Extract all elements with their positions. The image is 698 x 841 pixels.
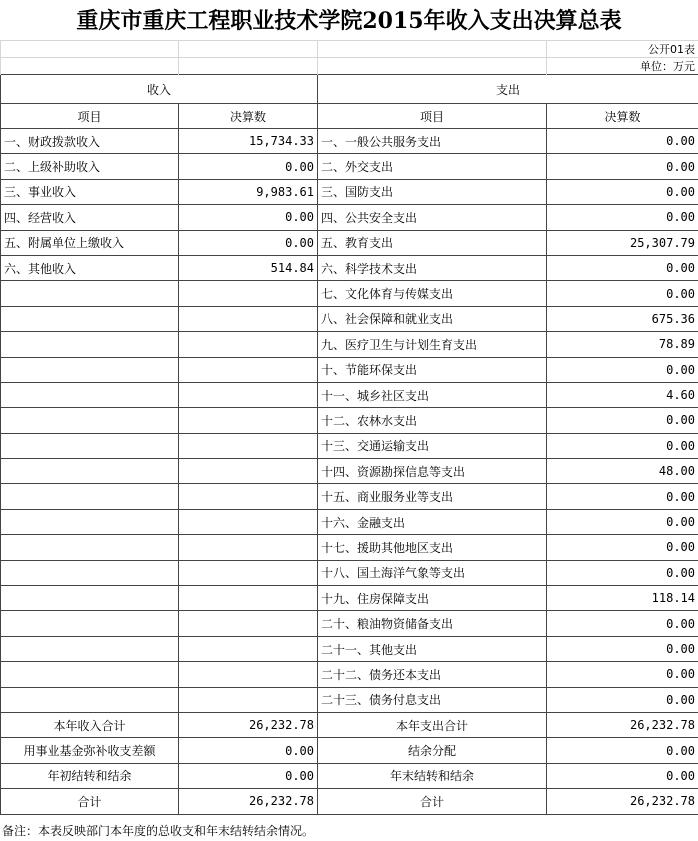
expense-item-value: 0.00 (547, 357, 698, 382)
income-item-value (179, 281, 318, 306)
form-number: 公开01表 (547, 41, 698, 58)
expense-item-value: 118.14 (547, 586, 698, 611)
expense-item-value: 675.36 (547, 306, 698, 331)
income-item-label (1, 687, 179, 712)
expense-item-value: 78.89 (547, 332, 698, 357)
expense-item-value: 0.00 (547, 560, 698, 585)
summary-left-label: 本年收入合计 (1, 712, 179, 737)
income-amount-header: 决算数 (179, 104, 318, 129)
income-item-value (179, 433, 318, 458)
income-item-label: 三、事业收入 (1, 179, 179, 204)
summary-row (1, 738, 698, 763)
summary-left-value: 26,232.78 (179, 712, 318, 737)
table-row (1, 459, 698, 484)
expense-item-label: 十、节能环保支出 (318, 357, 547, 382)
income-item-label (1, 306, 179, 331)
summary-row (1, 789, 698, 814)
expense-header: 支出 (318, 75, 698, 104)
income-item-label: 一、财政拨款收入 (1, 129, 179, 154)
income-item-label (1, 408, 179, 433)
expense-item-value: 25,307.79 (547, 230, 698, 255)
summary-left-value: 0.00 (179, 738, 318, 763)
expense-item-label: 五、教育支出 (318, 230, 547, 255)
expense-item-value: 0.00 (547, 179, 698, 204)
table-row (1, 382, 698, 407)
income-item-value (179, 408, 318, 433)
income-item-value (179, 687, 318, 712)
table-row (1, 636, 698, 661)
summary-left-label: 合计 (1, 789, 179, 814)
summary-right-label: 合计 (318, 789, 547, 814)
table-row (1, 560, 698, 585)
expense-item-value: 0.00 (547, 154, 698, 179)
income-item-label (1, 332, 179, 357)
income-item-value (179, 560, 318, 585)
summary-right-label: 本年支出合计 (318, 712, 547, 737)
income-item-value (179, 662, 318, 687)
summary-right-value: 26,232.78 (547, 712, 698, 737)
budget-table (0, 40, 698, 815)
summary-right-value: 26,232.78 (547, 789, 698, 814)
income-header: 收入 (1, 75, 318, 104)
income-item-value (179, 306, 318, 331)
expense-item-label: 四、公共安全支出 (318, 205, 547, 230)
income-item-value (179, 586, 318, 611)
table-row (1, 408, 698, 433)
income-item-label (1, 662, 179, 687)
expense-item-label: 十九、住房保障支出 (318, 586, 547, 611)
summary-row (1, 763, 698, 788)
income-item-value (179, 636, 318, 661)
expense-item-label: 三、国防支出 (318, 179, 547, 204)
summary-left-value: 0.00 (179, 763, 318, 788)
table-row (1, 433, 698, 458)
expense-item-value: 0.00 (547, 509, 698, 534)
expense-item-value: 0.00 (547, 408, 698, 433)
income-item-value (179, 484, 318, 509)
income-item-label: 五、附属单位上缴收入 (1, 230, 179, 255)
table-row (1, 281, 698, 306)
expense-item-value: 48.00 (547, 459, 698, 484)
expense-item-value: 0.00 (547, 484, 698, 509)
income-item-header: 项目 (1, 104, 179, 129)
income-item-label (1, 636, 179, 661)
table-row (1, 332, 698, 357)
income-item-label (1, 281, 179, 306)
table-row (1, 255, 698, 280)
expense-item-value: 0.00 (547, 205, 698, 230)
expense-item-label: 二十三、债务付息支出 (318, 687, 547, 712)
expense-item-value: 0.00 (547, 535, 698, 560)
income-item-value: 0.00 (179, 154, 318, 179)
expense-item-value: 0.00 (547, 255, 698, 280)
expense-item-label: 二十一、其他支出 (318, 636, 547, 661)
summary-right-label: 结余分配 (318, 738, 547, 763)
expense-item-value: 4.60 (547, 382, 698, 407)
table-row (1, 205, 698, 230)
summary-left-value: 26,232.78 (179, 789, 318, 814)
income-item-label (1, 509, 179, 534)
expense-item-label: 十六、金融支出 (318, 509, 547, 534)
expense-item-value: 0.00 (547, 636, 698, 661)
expense-item-label: 十五、商业服务业等支出 (318, 484, 547, 509)
table-row (1, 687, 698, 712)
income-item-label (1, 484, 179, 509)
table-row (1, 154, 698, 179)
page-title: 重庆市重庆工程职业技术学院2015年收入支出决算总表 (76, 8, 622, 34)
income-item-value (179, 459, 318, 484)
expense-item-label: 六、科学技术支出 (318, 255, 547, 280)
expense-amount-header: 决算数 (547, 104, 698, 129)
summary-right-label: 年末结转和结余 (318, 763, 547, 788)
table-row (1, 357, 698, 382)
expense-item-label: 十一、城乡社区支出 (318, 382, 547, 407)
footnote: 备注：本表反映部门本年度的总收支和年末结转结余情况。 (2, 824, 315, 838)
summary-row (1, 712, 698, 737)
table-row (1, 306, 698, 331)
income-item-label: 六、其他收入 (1, 255, 179, 280)
income-item-label (1, 459, 179, 484)
expense-item-label: 九、医疗卫生与计划生育支出 (318, 332, 547, 357)
income-item-label (1, 560, 179, 585)
expense-item-label: 十二、农林水支出 (318, 408, 547, 433)
table-row (1, 662, 698, 687)
expense-item-label: 二十二、债务还本支出 (318, 662, 547, 687)
income-item-label: 四、经营收入 (1, 205, 179, 230)
expense-item-label: 十四、资源勘探信息等支出 (318, 459, 547, 484)
expense-item-value: 0.00 (547, 611, 698, 636)
summary-left-label: 年初结转和结余 (1, 763, 179, 788)
income-item-value (179, 357, 318, 382)
summary-left-label: 用事业基金弥补收支差额 (1, 738, 179, 763)
income-item-value: 9,983.61 (179, 179, 318, 204)
income-item-value: 514.84 (179, 255, 318, 280)
expense-item-header: 项目 (318, 104, 547, 129)
expense-item-label: 一、一般公共服务支出 (318, 129, 547, 154)
table-row (1, 484, 698, 509)
income-item-label (1, 433, 179, 458)
table-row (1, 230, 698, 255)
table-row (1, 509, 698, 534)
income-item-value: 0.00 (179, 205, 318, 230)
income-item-value (179, 611, 318, 636)
expense-item-label: 十三、交通运输支出 (318, 433, 547, 458)
table-row (1, 179, 698, 204)
expense-item-label: 七、文化体育与传媒支出 (318, 281, 547, 306)
income-item-label (1, 535, 179, 560)
expense-item-value: 0.00 (547, 433, 698, 458)
summary-right-value: 0.00 (547, 738, 698, 763)
income-item-value (179, 535, 318, 560)
income-item-value (179, 382, 318, 407)
expense-item-value: 0.00 (547, 129, 698, 154)
income-item-label (1, 382, 179, 407)
income-item-value (179, 509, 318, 534)
income-item-label (1, 586, 179, 611)
expense-item-value: 0.00 (547, 281, 698, 306)
table-row (1, 535, 698, 560)
expense-item-label: 十八、国土海洋气象等支出 (318, 560, 547, 585)
expense-item-label: 二十、粮油物资储备支出 (318, 611, 547, 636)
expense-item-label: 二、外交支出 (318, 154, 547, 179)
expense-item-label: 八、社会保障和就业支出 (318, 306, 547, 331)
expense-item-label: 十七、援助其他地区支出 (318, 535, 547, 560)
income-item-label (1, 357, 179, 382)
income-item-value (179, 332, 318, 357)
expense-item-value: 0.00 (547, 687, 698, 712)
table-row (1, 611, 698, 636)
unit-label: 单位：万元 (547, 58, 698, 75)
expense-item-value: 0.00 (547, 662, 698, 687)
income-item-value: 0.00 (179, 230, 318, 255)
table-row (1, 129, 698, 154)
summary-right-value: 0.00 (547, 763, 698, 788)
income-item-value: 15,734.33 (179, 129, 318, 154)
table-row (1, 586, 698, 611)
income-item-label: 二、上级补助收入 (1, 154, 179, 179)
income-item-label (1, 611, 179, 636)
